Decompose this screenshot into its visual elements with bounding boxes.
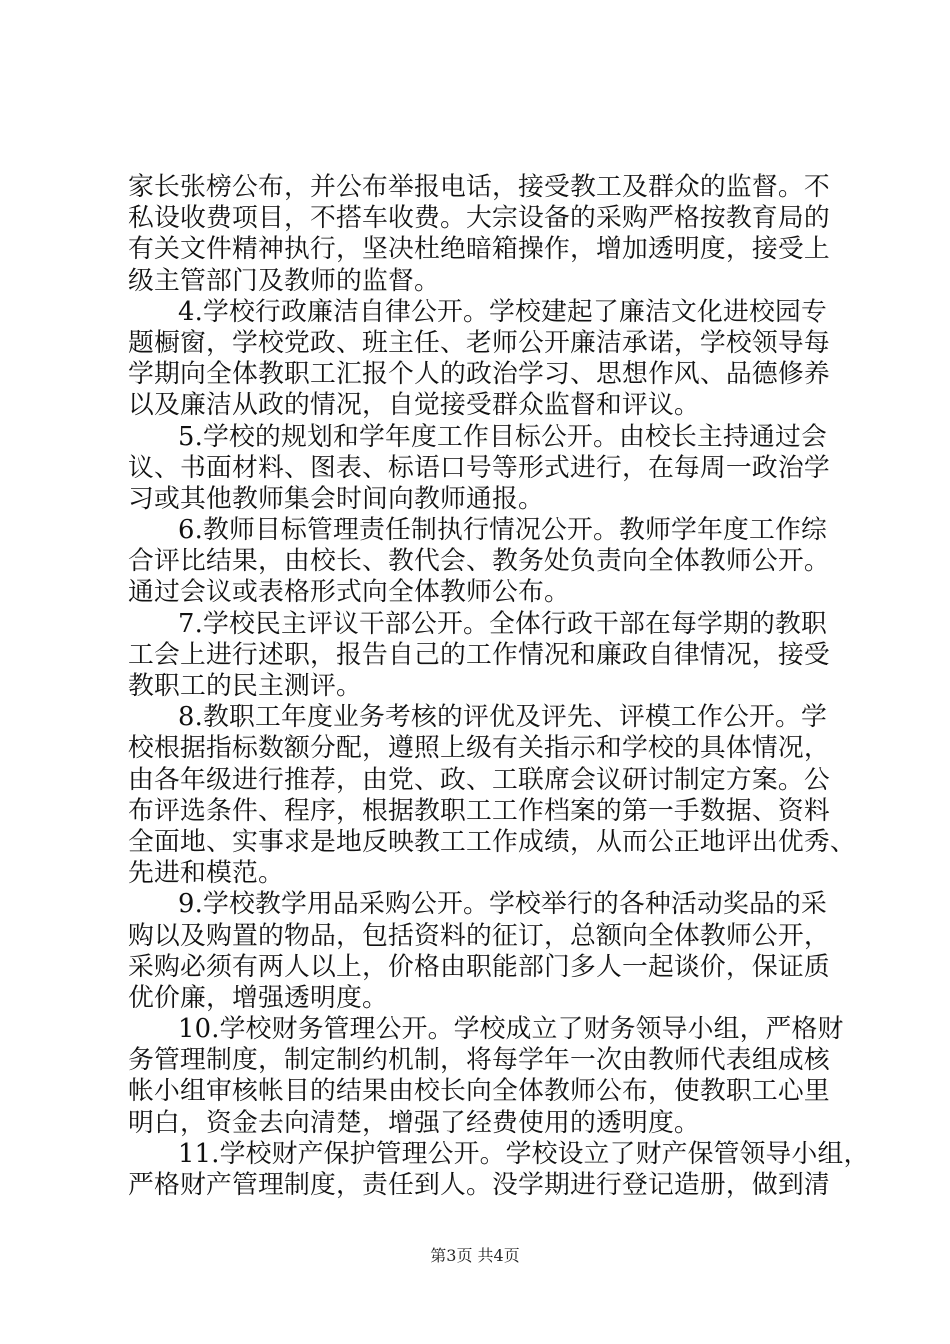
paragraph-line: 教职工的民主测评。 bbox=[128, 671, 362, 701]
paragraph-line: 工会上进行述职，报告自己的工作情况和廉政自律情况，接受 bbox=[128, 639, 830, 670]
paragraph-first-line: 8.教职工年度业务考核的评优及评先、评模工作公开。学 bbox=[178, 702, 827, 733]
paragraph-first-line: 6.教师目标管理责任制执行情况公开。教师学年度工作综 bbox=[178, 515, 827, 546]
paragraph-line: 以及廉洁从政的情况，自觉接受群众监督和评议。 bbox=[128, 390, 700, 421]
paragraph-line: 采购必须有两人以上，价格由职能部门多人一起谈价，保证质 bbox=[128, 951, 830, 982]
paragraph-first-line: 7.学校民主评议干部公开。全体行政干部在每学期的教职 bbox=[178, 608, 827, 639]
paragraph-line: 合评比结果，由校长、教代会、教务处负责向全体教师公开。 bbox=[128, 546, 830, 577]
paragraph-line: 明白，资金去向清楚，增强了经费使用的透明度。 bbox=[128, 1107, 700, 1138]
paragraph-first-line: 11.学校财产保护管理公开。学校设立了财产保管领导小组， bbox=[178, 1138, 870, 1169]
paragraph-line: 级主管部门及教师的监督。 bbox=[128, 265, 440, 296]
paragraph-line: 校根据指标数额分配，遵照上级有关指示和学校的具体情况， bbox=[128, 733, 830, 764]
paragraph-line: 家长张榜公布，并公布举报电话，接受教工及群众的监督。不 bbox=[128, 172, 830, 202]
page-number-label: 第3页 共4页 bbox=[430, 1246, 520, 1265]
page-footer bbox=[0, 1243, 950, 1266]
paragraph-first-line: 4.学校行政廉洁自律公开。学校建起了廉洁文化进校园专 bbox=[178, 296, 827, 327]
paragraph-line: 购以及购置的物品，包括资料的征订，总额向全体教师公开， bbox=[128, 920, 830, 951]
paragraph-line: 严格财产管理制度，责任到人。没学期进行登记造册，做到清 bbox=[128, 1170, 830, 1200]
paragraph-line: 务管理制度，制定制约机制，将每学年一次由教师代表组成核 bbox=[128, 1045, 830, 1076]
paragraph-line: 学期向全体教职工汇报个人的政治学习、思想作风、品德修养 bbox=[128, 359, 830, 390]
paragraph-line: 题橱窗，学校党政、班主任、老师公开廉洁承诺，学校领导每 bbox=[128, 327, 830, 358]
paragraph-line: 先进和模范。 bbox=[128, 858, 284, 889]
paragraph-line: 议、书面材料、图表、标语口号等形式进行，在每周一政治学 bbox=[128, 452, 830, 483]
paragraph-line: 通过会议或表格形式向全体教师公布。 bbox=[128, 577, 570, 608]
paragraph-line: 由各年级进行推荐，由党、政、工联席会议研讨制定方案。公 bbox=[128, 764, 830, 795]
paragraph-line: 习或其他教师集会时间向教师通报。 bbox=[128, 483, 544, 514]
paragraph-line: 全面地、实事求是地反映教工工作成绩，从而公正地评出优秀、 bbox=[128, 826, 856, 857]
paragraph-line: 优价廉，增强透明度。 bbox=[128, 982, 388, 1013]
paragraph-line: 私设收费项目，不搭车收费。大宗设备的采购严格按教育局的 bbox=[128, 203, 830, 234]
paragraph-line: 布评选条件、程序，根据教职工工作档案的第一手数据、资料 bbox=[128, 795, 830, 826]
paragraph-first-line: 9.学校教学用品采购公开。学校举行的各种活动奖品的采 bbox=[178, 889, 827, 920]
paragraph-first-line: 10.学校财务管理公开。学校成立了财务领导小组，严格财 bbox=[178, 1014, 844, 1045]
paragraph-line: 有关文件精神执行，坚决杜绝暗箱操作，增加透明度，接受上 bbox=[128, 234, 830, 265]
paragraph-line: 帐小组审核帐目的结果由校长向全体教师公布，使教职工心里 bbox=[128, 1076, 830, 1107]
document-body bbox=[128, 172, 870, 1201]
paragraph-first-line: 5.学校的规划和学年度工作目标公开。由校长主持通过会 bbox=[178, 421, 827, 452]
